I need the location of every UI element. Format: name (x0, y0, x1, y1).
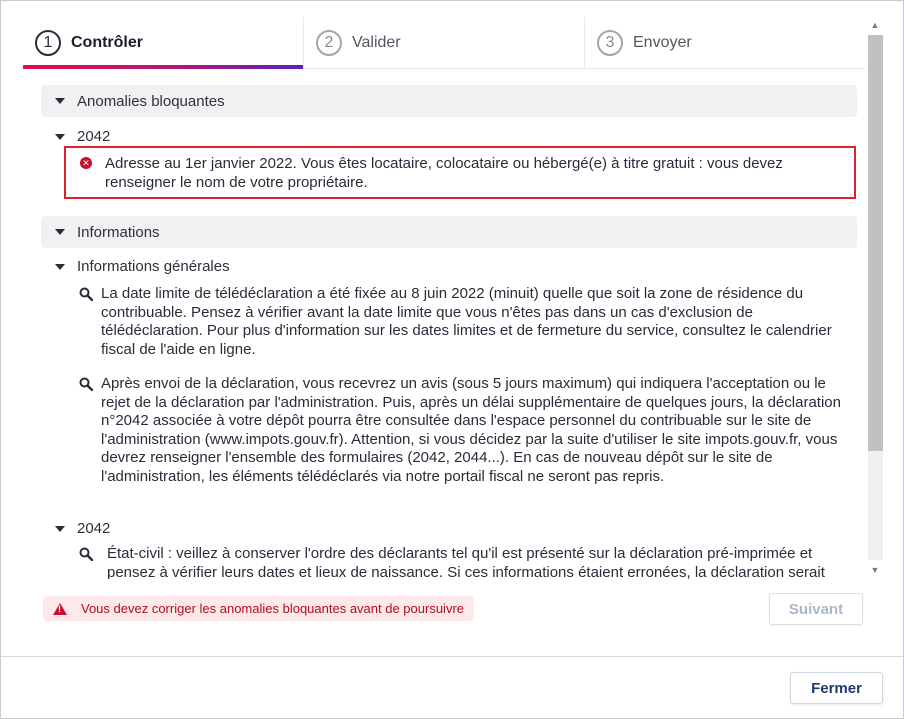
scroll-down-icon[interactable]: ▼ (870, 565, 880, 575)
scroll-up-icon[interactable]: ▲ (870, 20, 880, 30)
error-x-icon: ✕ (80, 157, 92, 169)
close-button[interactable]: Fermer (790, 672, 883, 704)
section-informations[interactable] (41, 216, 857, 248)
info-item (79, 285, 849, 359)
warning-icon (53, 603, 67, 615)
step-label: Envoyer (633, 33, 692, 51)
error-text: Adresse au 1er janvier 2022. Vous êtes locataire, colocataire ou hébergé(e) à titre gratuit : vous devez renseigner le nom de votre propriétaire. (105, 155, 783, 191)
info-text: La date limite de télédéclaration a été fixée au 8 juin 2022 (minuit) quelle que soit la zone de résidence du contribuable. Pensez à vérifier avant la date limite que vous n'êtes pas dans un cas d'exclusion de télédéclaration. Pour plus d'information sur les dates limites et de fermeture du service, consultez le calendrier fiscal de l'aide en ligne. (101, 285, 832, 358)
group-2042-info[interactable] (55, 520, 110, 537)
section-title: Anomalies bloquantes (77, 92, 225, 110)
group-title: 2042 (77, 128, 111, 145)
step-controler[interactable] (23, 17, 304, 68)
step-number: 2 (316, 30, 342, 56)
info-text: Après envoi de la déclaration, vous recevrez un avis (sous 5 jours maximum) qui indiquera l'acceptation ou le rejet de la déclaration par l'administration. Puis, après un délai supplémentaire de quelques jours, la déclaration n°2042 associée à votre dépôt pourra être consultée dans l'espace personnel du contribuable sur le site de l'administration (www.impots.gouv.fr). Attention, si vous décidez par la suite d'utiliser le site impots.gouv.fr, vous devrez renseigner l'ensemble des formulaires (2042, 2044...). En cas de nouveau dépôt sur le site de l'administration, les éléments télédéclarés via notre portail fiscal ne seront pas repris. (101, 375, 841, 485)
caret-down-icon (55, 98, 65, 104)
info-item (79, 545, 849, 579)
caret-down-icon (55, 229, 65, 235)
group-title: Informations générales (77, 258, 230, 275)
info-text: État-civil : veillez à conserver l'ordre des déclarants tel qu'il est présenté sur la déclaration pré-imprimée et pensez à vérifier leurs dates et lieux de naissance. Si ces informations étaient erronées, la déclaration serait (107, 545, 825, 579)
caret-down-icon (55, 526, 65, 532)
search-icon (79, 287, 93, 301)
step-label: Valider (352, 33, 401, 51)
scrollbar-thumb[interactable] (868, 35, 883, 451)
step-valider[interactable] (304, 17, 585, 68)
caret-down-icon (55, 264, 65, 270)
blocking-error-item (64, 146, 856, 199)
group-informations-generales[interactable] (55, 258, 230, 275)
group-title: 2042 (77, 520, 111, 537)
scroll-content[interactable] (23, 69, 865, 579)
step-number: 3 (597, 30, 623, 56)
step-number: 1 (35, 30, 61, 56)
next-button[interactable]: Suivant (769, 593, 863, 625)
section-anomalies-bloquantes[interactable] (41, 85, 857, 117)
section-title: Informations (77, 223, 160, 241)
caret-down-icon (55, 134, 65, 140)
search-icon (79, 547, 93, 561)
step-envoyer[interactable] (585, 17, 865, 68)
alert-text: Vous devez corriger les anomalies bloquantes avant de poursuivre (81, 601, 465, 616)
blocking-alert (43, 596, 474, 621)
footer-divider (1, 656, 904, 657)
vertical-scrollbar[interactable] (867, 17, 883, 579)
info-item (79, 375, 849, 486)
step-label: Contrôler (71, 33, 143, 51)
search-icon (79, 377, 93, 391)
group-2042-blocking[interactable] (55, 128, 110, 145)
stepper (23, 17, 865, 69)
